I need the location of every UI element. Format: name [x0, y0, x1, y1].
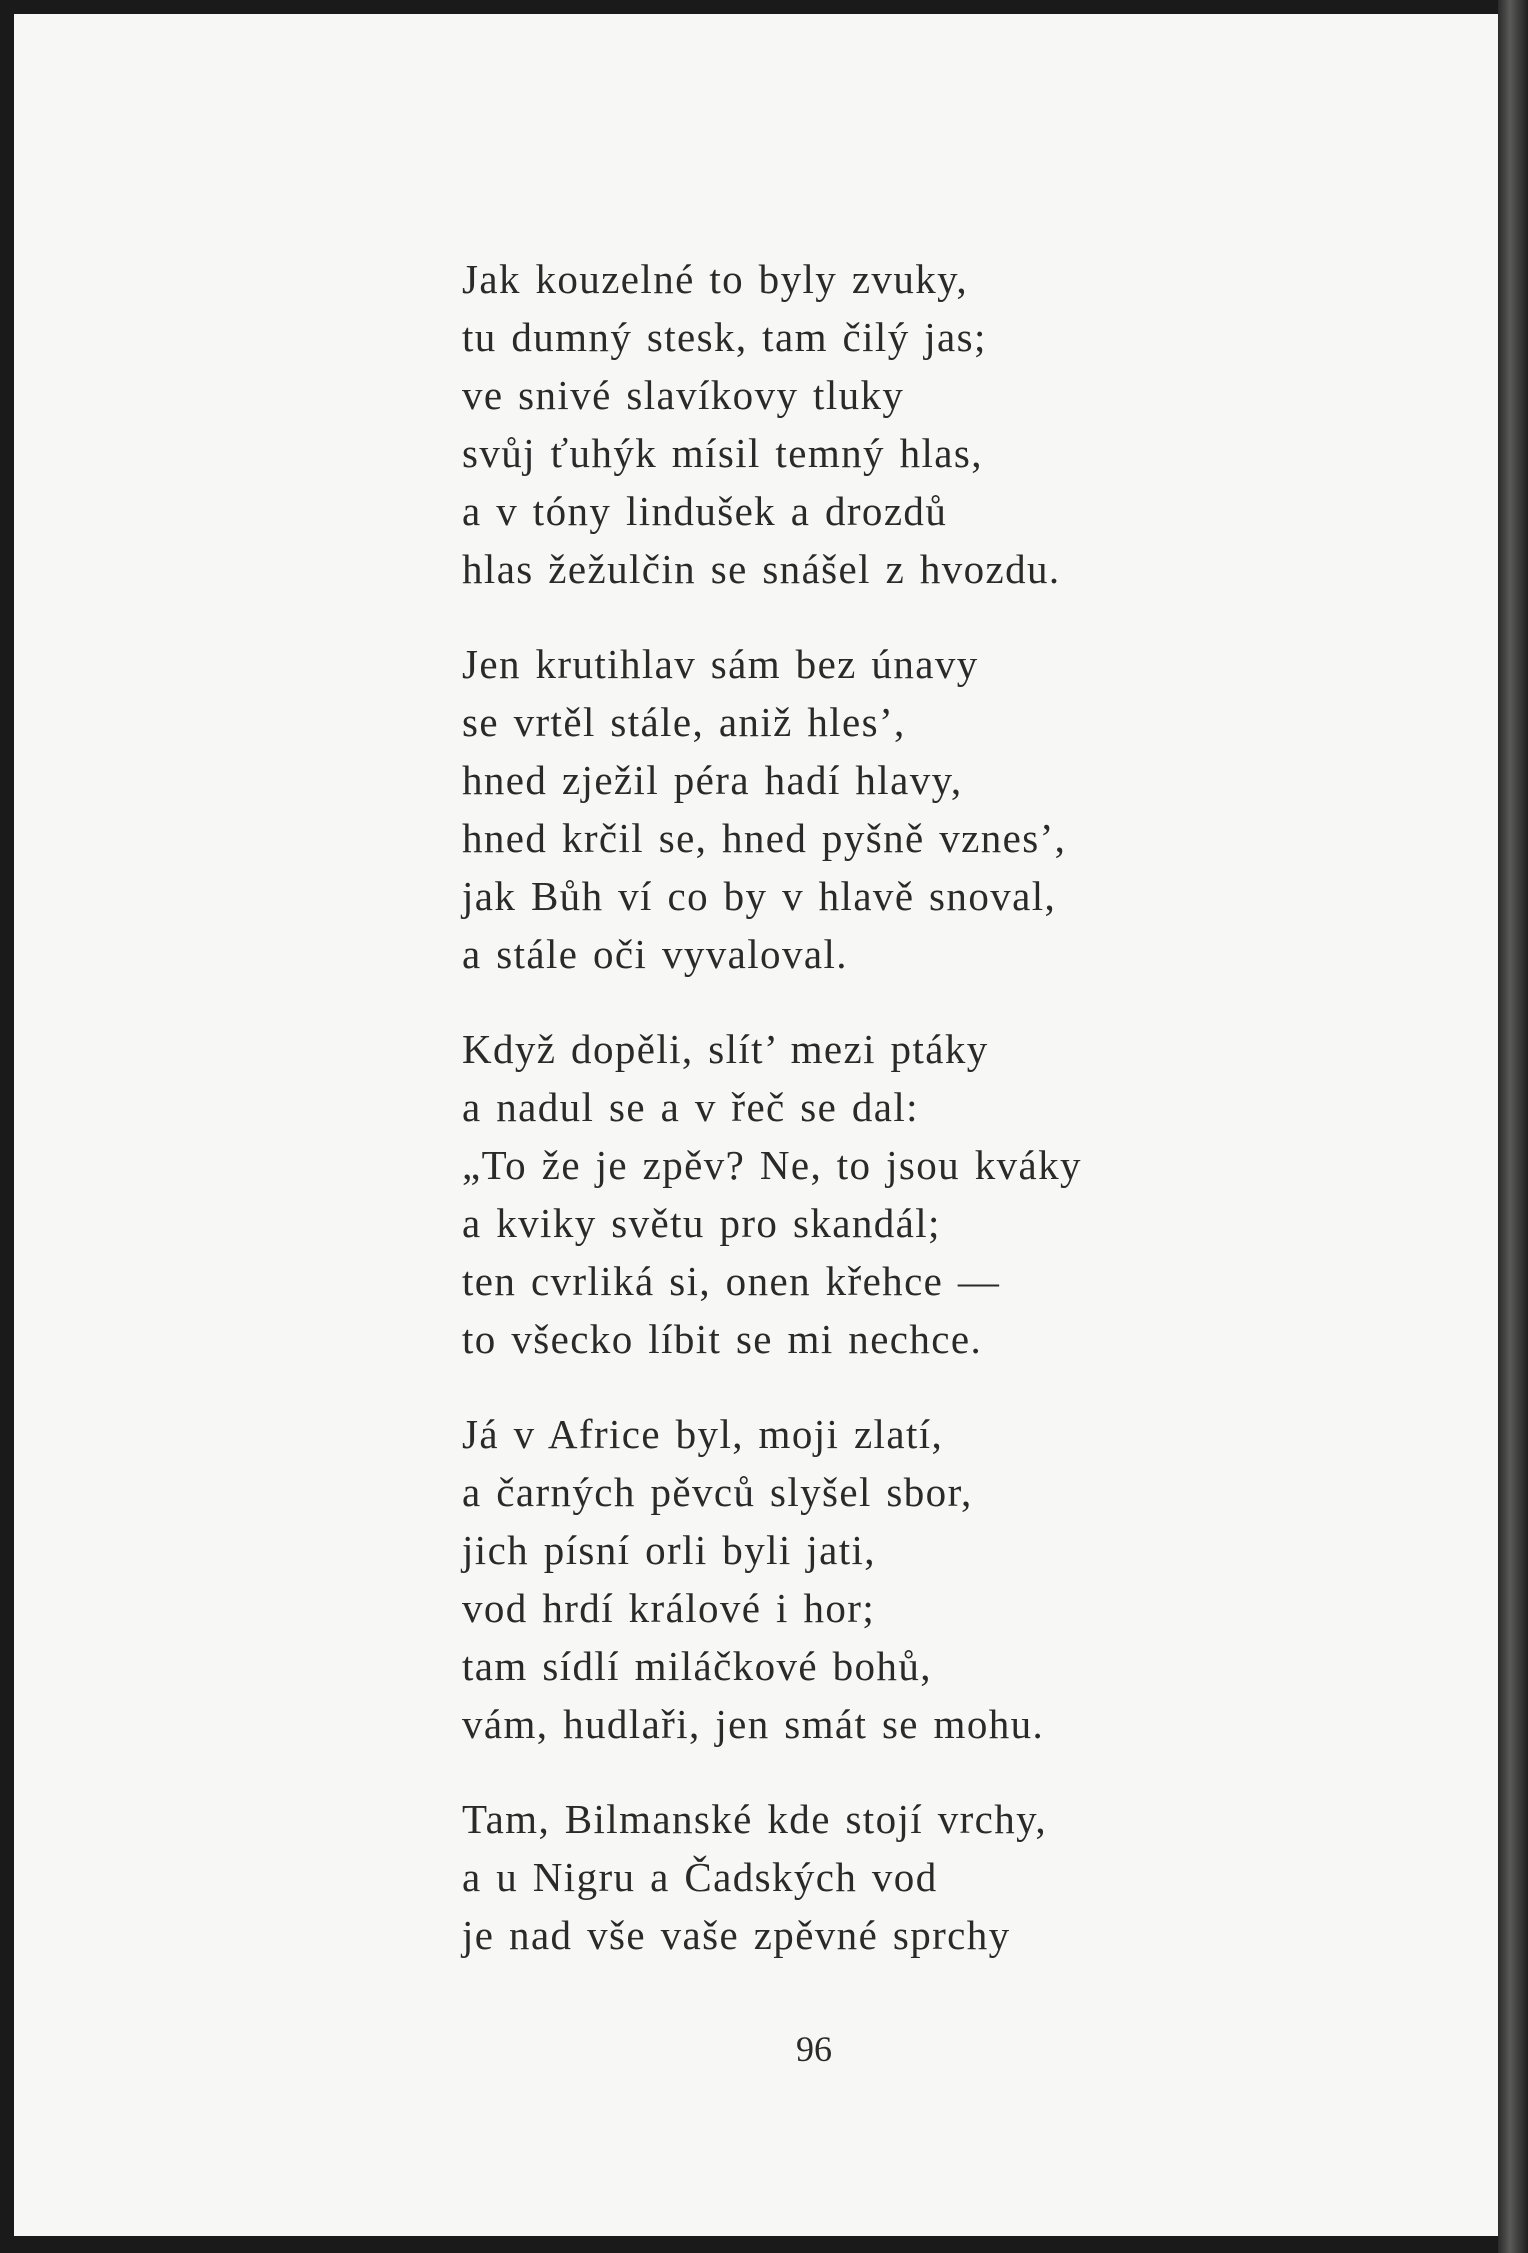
- poem-line: svůj ťuhýk mísil temný hlas,: [462, 430, 983, 476]
- poem-line: a stále oči vyvaloval.: [462, 931, 848, 977]
- poem-line: je nad vše vaše zpěvné sprchy: [462, 1912, 1011, 1958]
- poem-line: a kviky světu pro skandál;: [462, 1200, 941, 1246]
- stanza-4: [462, 1405, 1362, 1753]
- poem-line: se vrtěl stále, aniž hles’,: [462, 699, 906, 745]
- poem-line: Když dopěli, slít’ mezi ptáky: [462, 1026, 989, 1072]
- poem-line: a čarných pěvců slyšel sbor,: [462, 1469, 973, 1515]
- poem-line: hned zježil péra hadí hlavy,: [462, 757, 963, 803]
- poem-line: tam sídlí miláčkové bohů,: [462, 1643, 932, 1689]
- stanza-1: [462, 250, 1362, 598]
- poem-line: Jak kouzelné to byly zvuky,: [462, 256, 969, 302]
- poem-line: to všecko líbit se mi nechce.: [462, 1316, 983, 1362]
- poem-line: Já v Africe byl, moji zlatí,: [462, 1411, 944, 1457]
- poem-line: a u Nigru a Čadských vod: [462, 1854, 938, 1900]
- poem-line: a v tóny lindušek a drozdů: [462, 488, 948, 534]
- poem-line: hlas žežulčin se snášel z hvozdu.: [462, 546, 1061, 592]
- poem-line: jich písní orli byli jati,: [462, 1527, 876, 1573]
- poem-line: hned krčil se, hned pyšně vznes’,: [462, 815, 1067, 861]
- poem-line: vám, hudlaři, jen smát se mohu.: [462, 1701, 1045, 1747]
- stanza-2: [462, 635, 1362, 983]
- poem-text: [462, 250, 1362, 2001]
- page-number: 96: [796, 2029, 832, 2069]
- poem-line: jak Bůh ví co by v hlavě snoval,: [462, 873, 1057, 919]
- poem-line: vod hrdí králové i hor;: [462, 1585, 876, 1631]
- poem-line: ve snivé slavíkovy tluky: [462, 372, 905, 418]
- stanza-3: [462, 1020, 1362, 1368]
- poem-line: tu dumný stesk, tam čilý jas;: [462, 314, 987, 360]
- poem-line: ten cvrliká si, onen křehce —: [462, 1258, 1001, 1304]
- poem-line: Jen krutihlav sám bez únavy: [462, 641, 979, 687]
- stanza-5: [462, 1790, 1362, 1964]
- poem-line: a nadul se a v řeč se dal:: [462, 1084, 919, 1130]
- poem-line: „To že je zpěv? Ne, to jsou kváky: [462, 1142, 1082, 1188]
- poem-line: Tam, Bilmanské kde stojí vrchy,: [462, 1796, 1048, 1842]
- scan-edge: [1498, 0, 1528, 2253]
